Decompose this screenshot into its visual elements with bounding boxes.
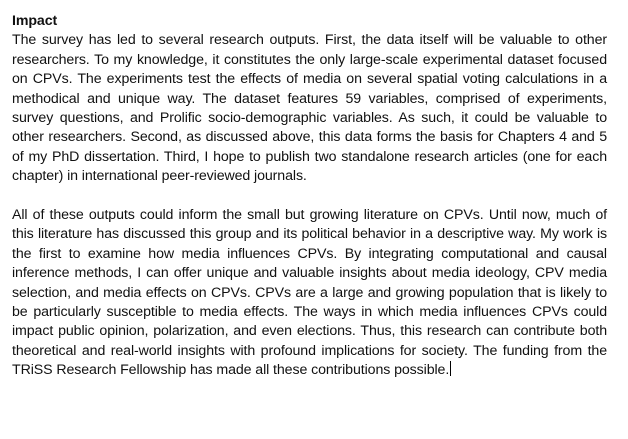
paragraph-contributions-text: All of these outputs could inform the small but growing literature on CPVs. Until now, much of this literature has discussed this group and its political behavior in a descriptive way. My work is the first to examine how media influences CPVs. By integrating computational and causal inference methods, I can offer unique and valuable insights about media ideology, CPV media selection, and media effects on CPVs. CPVs are a large and growing population that is likely to be particularly susceptible to media effects. The ways in which media influences CPVs could impact public opinion, polarization, and even elections. Thus, this research can contribute both theoretical and real-world insights with profound implications for society. The funding from the TRiSS Research Fellowship has made all these contributions possible. <box>12 207 607 379</box>
section-heading: Impact <box>12 13 58 29</box>
paragraph-outputs: The survey has led to several research outputs. First, the data itself will be valuable to other researchers. To my knowledge, it constitutes the only large-scale experimental dataset focused on CPVs. The experiments test the effects of media on several spatial voting calculations in a methodical and unique way. The dataset features 59 variables, comprised of experiments, survey questions, and Prolific socio-demographic variables. As such, it could be valuable to other researchers. Second, as discussed above, this data forms the basis for Chapters 4 and 5 of my PhD dissertation. Third, I hope to publish two standalone research articles (one for each chapter) in international peer-reviewed journals. <box>12 32 607 185</box>
document-body[interactable] <box>12 12 607 381</box>
text-cursor <box>450 361 451 376</box>
paragraph-contributions <box>12 206 607 381</box>
